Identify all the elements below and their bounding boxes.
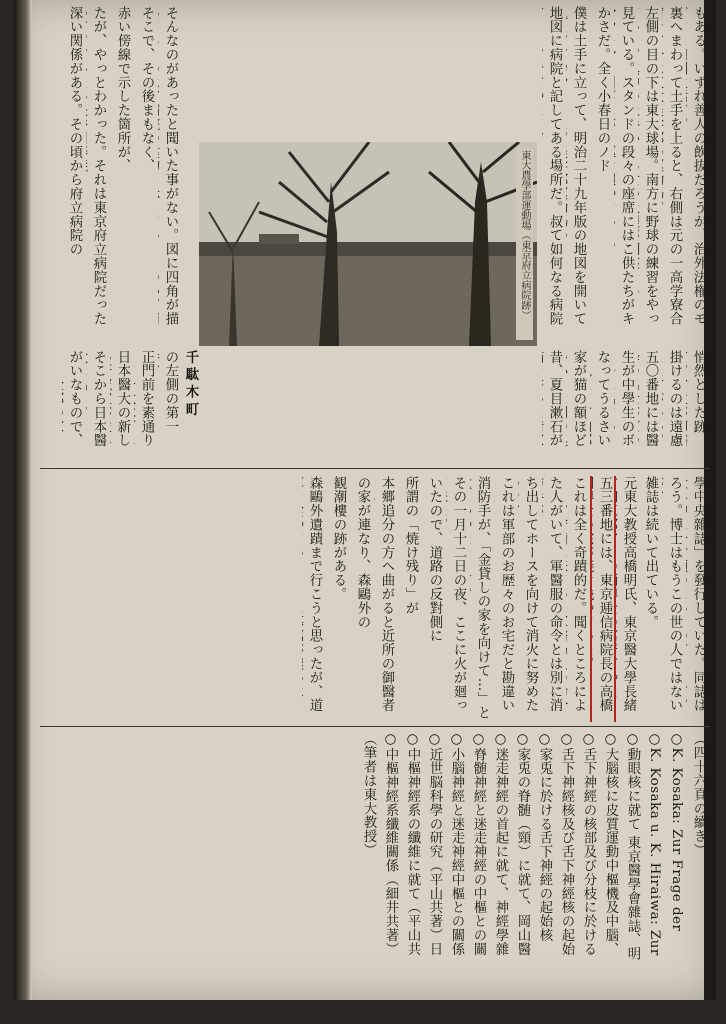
refs-column: ○動眼核に就て 東京醫學會雜誌、明 (625, 732, 640, 961)
columns-bottom-column: これは軍部のお歴々のお宅だと勘違い (499, 476, 514, 713)
refs-column: ○舌下神經核及び舌下神經核の起始 (559, 732, 574, 956)
refs-column: ○K. Kosaka: Zur Frage der (669, 732, 684, 932)
refs-column: ○K. Kosaka u. K. Hiraiwa: Zur (647, 732, 662, 956)
refs-column: ○脊髄神經と迷走神經の中樞との關 (471, 732, 486, 956)
columns-bottom-column: 學中央雜誌」を發行していた。同誌は (691, 476, 706, 713)
divider-1 (40, 468, 710, 469)
refs-column: ○中樞神經系纖維關係（細井共著） (383, 732, 398, 956)
columns-mid-column: 五〇番地には醫 (643, 350, 658, 448)
binding-shadow (14, 0, 32, 1000)
refs-column: （四十六頁の續き） (691, 732, 706, 858)
columns-top-column: 赤い傍線で示した箇所が、 (115, 6, 130, 173)
columns-mid-column: 正門前を素通り (139, 350, 154, 448)
columns-bottom-column: 森鷗外遺蹟まで行こうと思ったが、道 (307, 476, 322, 713)
columns-top-column: 左側の目の下は東大球場。南方に野球の練習をやっ (643, 6, 658, 326)
columns-mid-column: 昔、夏目漱石が (547, 350, 562, 448)
columns-bottom-column: 消防手が、「金貸しの家を向けて…」と (475, 476, 490, 720)
refs-column: （筆者は東大教授） (361, 732, 376, 858)
columns-bottom-column: これは全く奇蹟的だ。聞くところによ (571, 476, 586, 713)
refs-column: ○近世脳科學の研究（平山共著）日 (427, 732, 442, 956)
columns-mid-column: なってうるさい (595, 350, 610, 448)
columns-top-column: 地図に病院と記してある場所だ。叔て如何なる病院 (547, 6, 562, 326)
campus-photo (199, 142, 537, 346)
refs-column: ○家兎に於ける舌下神經の起始核 (537, 732, 552, 943)
refs-column: ○小腦神經と迷走神經中樞との關係 (449, 732, 464, 956)
refs-column: ○迷走神經の首起に就て、神經學雜 (493, 732, 508, 956)
columns-mid-column: 掛けるのは遠慮 (667, 350, 682, 448)
refs-column: ○舌下神經の核部及び分枝に於ける (581, 732, 596, 956)
columns-bottom-column: いたので、道路の反對側に (427, 476, 442, 643)
columns-mid-column: 家が猫の額ほど (571, 350, 586, 448)
refs-column: ○家兎の脊髄（頸）に就て、岡山醫 (515, 732, 530, 956)
columns-bottom-column: ち出してホースを向けて消火に努めた (523, 476, 538, 713)
columns-bottom-column: の家が連なり、森鷗外の (355, 476, 370, 629)
columns-top-column: 裏へまわって土手を上ると、右側は元の一高学寮合 (667, 6, 682, 326)
columns-mid-column: 生が中學生のボ (619, 350, 634, 448)
scanned-page (14, 0, 716, 1000)
trees-illustration (199, 142, 537, 346)
columns-bottom-column: 五三番地には、東京逓信病院長の高橋 (590, 476, 614, 722)
columns-bottom-column: 雑誌は続いて出ている。 (643, 476, 658, 629)
columns-top-column: もある。いずれ善人の飲抜だろうが、治外法権のモ (691, 6, 706, 326)
columns-bottom-column: ろう。博士はもうこの世の人ではない (667, 476, 682, 713)
columns-bottom-column: 元東大教授高橋明氏、東京醫大學長緒 (614, 476, 638, 722)
columns-bottom-column: た人がいて、軍醫服の命令とは別に消 (547, 476, 562, 713)
references-band (40, 732, 710, 968)
columns-top-column: たが、やっとわかった。それは東京府立病院だった (91, 6, 106, 326)
columns-mid-column: 悄然とした跡 (691, 350, 706, 434)
columns-bottom-column: 本郷追分の方へ曲がると近所の御醫者 (379, 476, 394, 713)
columns-mid-column: そこから日本醫 (91, 350, 106, 448)
columns-bottom-column: その一月十二日の夜、ここに火が廻っ (451, 476, 466, 713)
columns-top-column: そんなのがあったと聞いた事がない。図に四角が描 (163, 6, 178, 326)
columns-mid-column: 日本醫大の新し (115, 350, 130, 448)
columns-top-column: かさだ。全く小春日のノド (595, 6, 610, 173)
divider-2 (40, 726, 710, 727)
columns-mid-column: の左側の第一 (163, 350, 178, 434)
photo-caption: 東大農學部運動場（東京府立病院跡） (516, 148, 533, 340)
refs-column: ○中樞神經系の纖維に就て（平山共 (405, 732, 420, 956)
columns-mid-column: がいなもので、 (67, 350, 82, 448)
refs-column: ○大腦核に皮質運動中樞機及中腦、 (603, 732, 618, 956)
section-heading: 千駄木町 (183, 350, 199, 420)
columns-top-column: 僕は土手に立って、明治二十九年版の地図を開いて (571, 6, 586, 326)
columns-top-column: そこで、その後まもなく、 (139, 6, 154, 173)
columns-bottom-column: 観潮樓の跡がある。 (331, 476, 346, 602)
middle-text-band (40, 350, 710, 460)
columns-top-column: 深い関係がある。その頃から府立病院の (67, 6, 82, 257)
columns-top-column: 見ている。スタンドの段々の座席にはこ供たちがキ (619, 6, 634, 326)
bottom-text-band (40, 476, 710, 722)
columns-bottom-column: 所謂の「焼け残り」が (403, 476, 418, 615)
